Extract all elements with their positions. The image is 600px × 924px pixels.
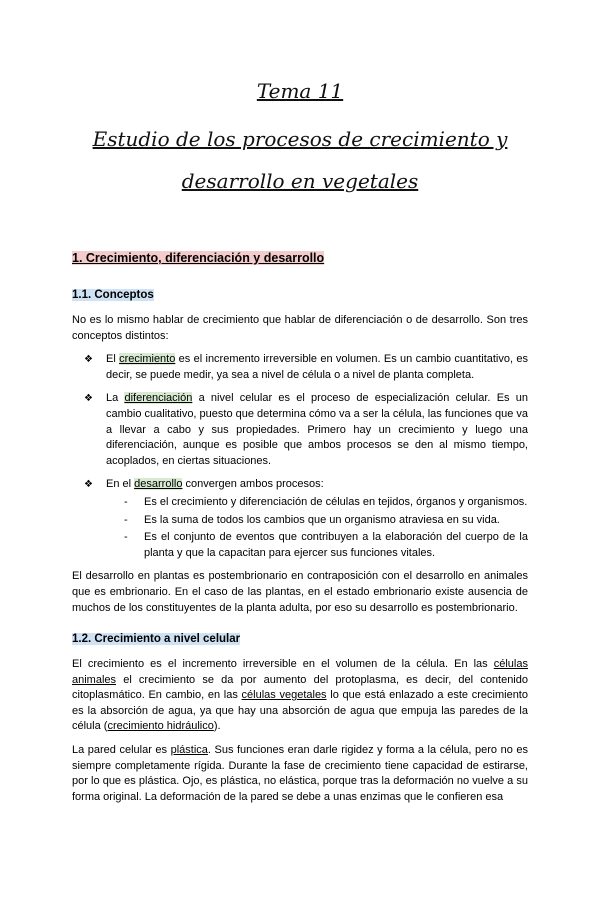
subsection-heading-text: 1.1. Conceptos (72, 289, 154, 301)
underlined-term: células animales (72, 658, 528, 686)
paragraph-cell-wall (72, 743, 528, 805)
sublist-item: - Es la suma de todos los cambios que un organismo atraviesa en su vida. (144, 513, 528, 529)
text-run: El crecimiento es el incremento irreversible en el volumen de la célula. En las (72, 658, 494, 671)
intro-paragraph: No es lo mismo hablar de crecimiento que hablar de diferenciación o de desarrollo. Son tres conceptos distintos: (72, 314, 528, 342)
document-page (0, 76, 600, 924)
list-item-prefix: La (106, 392, 125, 405)
text-run: el crecimiento se da por aumento del protoplasma, es decir, del contenido citoplasmático. En cambio, en las (72, 673, 528, 702)
subsection-heading-conceptos (72, 288, 528, 303)
sublist-item: - Es el crecimiento y diferenciación de células en tejidos, órganos y organismos. (144, 495, 528, 511)
underlined-term: plástica (170, 744, 208, 757)
concepts-list (72, 352, 528, 561)
list-item-prefix: El (106, 353, 120, 366)
sublist-item: - Es el conjunto de eventos que contribuyen a la elaboración del cuerpo de la planta y que la capacitan para ejercer sus funciones vitales. (144, 530, 528, 561)
term-highlight: diferenciación (124, 392, 193, 405)
underlined-term: crecimiento hidráulico (107, 720, 214, 733)
section-heading (72, 250, 528, 266)
document-title-topic: Tema 11 (256, 79, 344, 103)
term-highlight: desarrollo (134, 478, 183, 491)
text-run: ). (213, 720, 221, 733)
development-sublist (106, 495, 528, 561)
list-item-text: a nivel celular es el proceso de especialización celular. Es un cambio cualitativo, puesto que determina cómo va a ser la célula, las funciones que va a llevar a cabo y sus propiedades. Primero hay un crecimiento y luego una diferenciación, aunque es posible que ambos procesos se den al mismo tiempo, acoplados, en ciertas situaciones. (106, 392, 528, 467)
list-item-text: convergen ambos procesos: (182, 478, 324, 491)
subsection-heading-text: 1.2. Crecimiento a nivel celular (72, 633, 241, 646)
subsection-heading-crecimiento-celular (72, 632, 528, 647)
underlined-term: células vegetales (241, 689, 327, 702)
document-title-subject: Estudio de los procesos de crecimiento y desarrollo en vegetales (92, 127, 508, 193)
list-item (106, 391, 528, 469)
closing-paragraph: El desarrollo en plantas es postembrionario en contraposición con el desarrollo en animales que es embrionario. En el caso de las plantas, en el estado embrionario existe ausencia de muchos de los constituyentes de la planta adulta, por eso su desarrollo es postembrionario. (72, 570, 528, 614)
text-run: La pared celular es (72, 744, 171, 757)
paragraph-cell-growth (72, 657, 528, 735)
list-item-text: es el incremento irreversible en volumen. Es un cambio cuantitativo, es decir, se puede medir, ya sea a nivel de célula o a nivel de planta completa. (106, 353, 528, 381)
text-run: . Sus funciones eran darle rigidez y forma a la célula, pero no es siempre completamente rígida. Durante la fase de crecimiento tiene capacidad de estirarse, por lo que es plástica. Ojo, es plástica, no elástica, porque tras la deformación no vuelve a su forma original. La deformación de la pared se debe a unas enzimas que le confieren esa (72, 744, 528, 803)
list-item (106, 352, 528, 383)
text-run: lo que está enlazado a este crecimiento es la absorción de agua, ya que hay una absorción de agua que empuja las paredes de la célula ( (72, 689, 528, 733)
list-item (106, 477, 528, 561)
list-item-prefix: En el (106, 478, 135, 491)
section-heading-text: 1. Crecimiento, diferenciación y desarrollo (72, 251, 325, 265)
term-highlight: crecimiento (119, 353, 176, 366)
